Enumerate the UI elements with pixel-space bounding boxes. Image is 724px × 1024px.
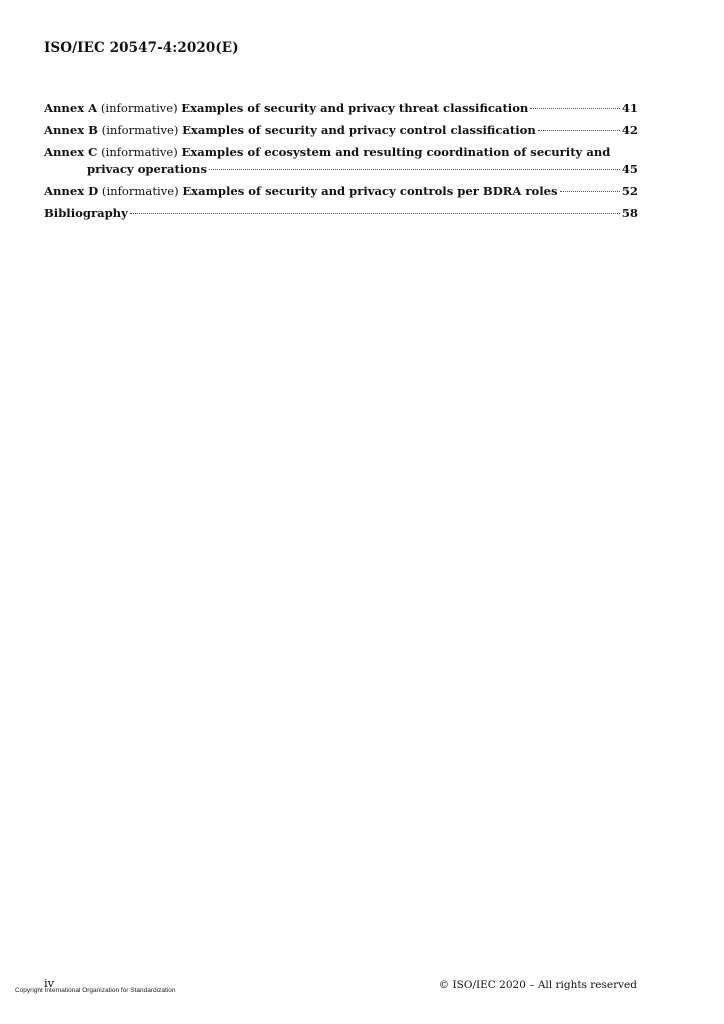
annex-kind: (informative): [101, 123, 179, 137]
annex-label: Annex C: [44, 145, 98, 159]
dot-leader: [209, 169, 620, 170]
page-number: 52: [621, 184, 638, 198]
annex-kind: (informative): [101, 184, 179, 198]
annex-kind: (informative): [101, 145, 178, 159]
annex-label: Annex A: [44, 101, 98, 115]
annex-kind: (informative): [100, 101, 178, 115]
dot-leader: [130, 213, 620, 214]
page-number: 58: [621, 206, 638, 220]
entry-title: Examples of security and privacy threat classification: [181, 101, 529, 115]
entry-title: Bibliography: [44, 206, 128, 220]
footer-page-number: iv: [44, 976, 55, 990]
page-number: 41: [621, 101, 638, 115]
annex-label: Annex B: [44, 123, 98, 137]
dot-leader: [530, 108, 619, 109]
entry-title: Examples of ecosystem and resulting coordination of security and: [181, 145, 611, 159]
annex-label: Annex D: [44, 184, 99, 198]
toc-entry-bibliography[interactable]: [44, 205, 638, 222]
footer-copyright-org: Copyright International Organization for Standardization: [15, 987, 176, 994]
dot-leader: [560, 191, 620, 192]
dot-leader: [538, 130, 620, 131]
entry-title: Examples of security and privacy control classification: [182, 123, 536, 137]
toc-entry-annex-d[interactable]: [44, 183, 638, 200]
toc-entry-annex-a[interactable]: [44, 100, 638, 117]
toc-entry-annex-c[interactable]: [44, 144, 638, 178]
entry-title: Examples of security and privacy controls per BDRA roles: [182, 184, 558, 198]
table-of-contents: [44, 100, 638, 227]
page-number: 45: [621, 162, 638, 176]
toc-entry-annex-b[interactable]: [44, 122, 638, 139]
document-id-header: ISO/IEC 20547-4:2020(E): [44, 40, 239, 56]
page-number: 42: [621, 123, 638, 137]
entry-title-continued: privacy operations: [87, 162, 207, 176]
footer-rights: © ISO/IEC 2020 – All rights reserved: [438, 979, 637, 991]
